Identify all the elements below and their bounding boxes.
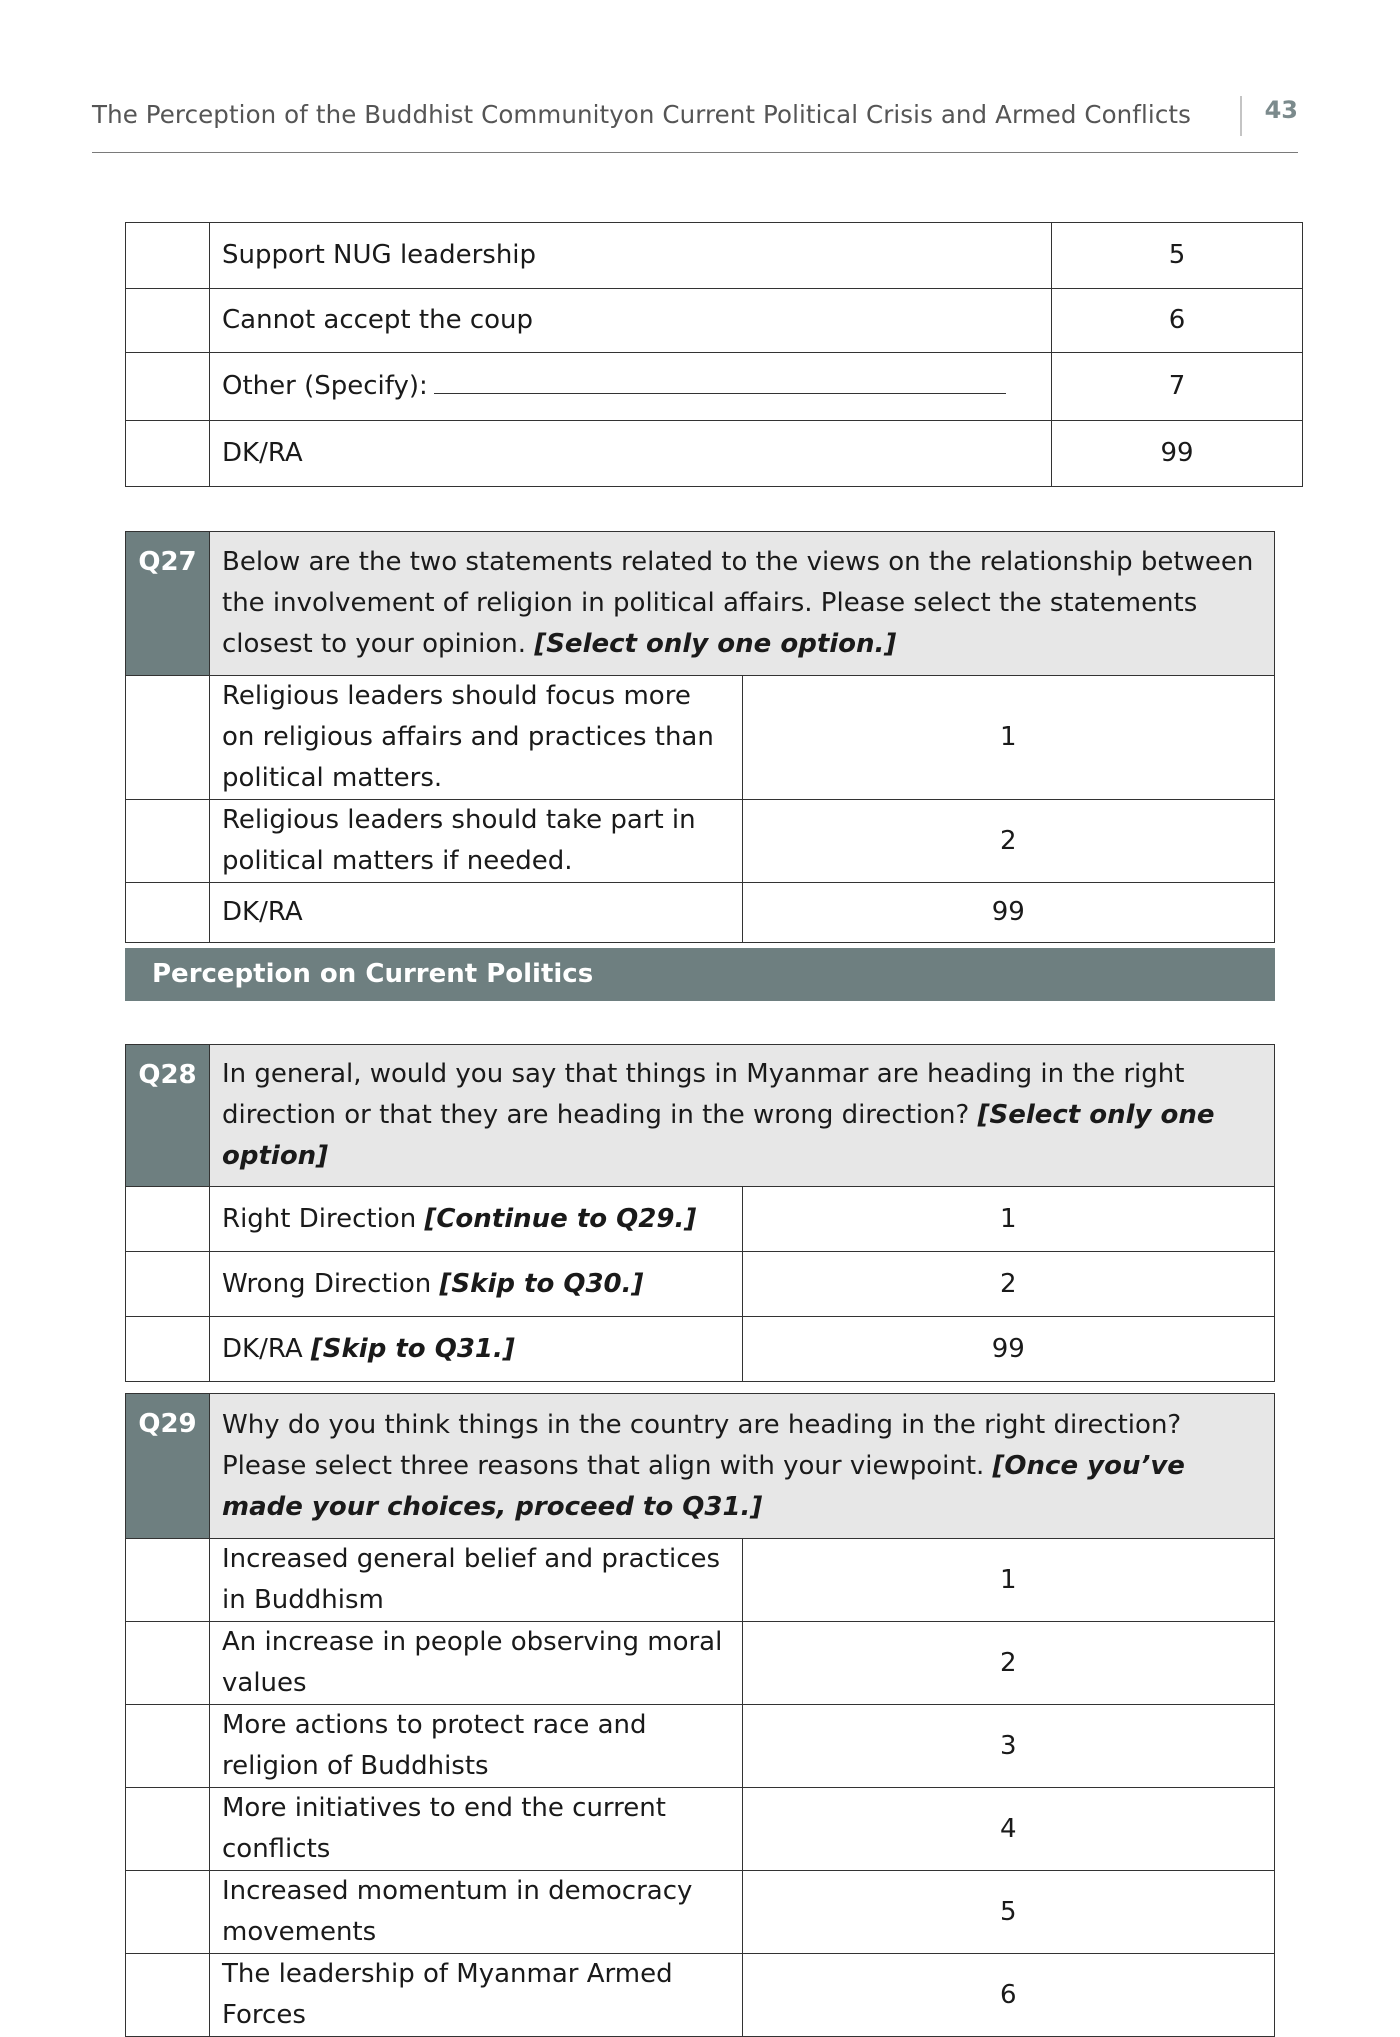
option-code: 3: [742, 1705, 1275, 1788]
option-label: Increased momentum in democracy movements: [210, 1871, 743, 1954]
option-label: Right Direction: [222, 1203, 417, 1234]
option-cell: [210, 1317, 743, 1382]
table-row: [126, 1788, 1275, 1871]
question-instruction: [Select only one option.]: [534, 629, 897, 659]
blank-cell: [126, 1622, 210, 1705]
table-row: [126, 353, 1303, 421]
blank-cell: [126, 421, 210, 487]
option-instruction: [Skip to Q30.]: [439, 1268, 644, 1299]
question-text-cell: [210, 532, 1275, 676]
option-code: 2: [742, 800, 1275, 883]
blank-cell: [126, 1705, 210, 1788]
option-instruction: [Continue to Q29.]: [424, 1203, 697, 1234]
section-heading: Perception on Current Politics: [125, 948, 1275, 1001]
specify-line: [434, 392, 1006, 394]
question-instruction: [Select only one option]: [222, 1100, 1215, 1171]
question-row: [126, 532, 1275, 676]
option-label: Other (Specify):: [222, 371, 428, 401]
option-code: 99: [742, 883, 1275, 943]
q27-table: [125, 531, 1275, 943]
table-row: [126, 1622, 1275, 1705]
option-label: Increased general belief and practices in Buddhism: [210, 1539, 743, 1622]
table-row: [126, 1954, 1275, 2037]
table-row: [126, 289, 1303, 353]
page-header: [92, 96, 1298, 153]
option-label: Wrong Direction: [222, 1268, 432, 1299]
option-code: 2: [742, 1622, 1275, 1705]
option-cell: [210, 1187, 743, 1252]
question-instruction: [Once you’ve made your choices, proceed to Q31.]: [222, 1450, 1185, 1522]
option-label: Cannot accept the coup: [210, 289, 1052, 353]
option-code: 7: [1052, 353, 1303, 421]
option-label: The leadership of Myanmar Armed Forces: [210, 1954, 743, 2037]
question-text: In general, would you say that things in Myanmar are heading in the right direction or that they are heading in the wrong direction?: [222, 1059, 1185, 1130]
question-text: Why do you think things in the country are heading in the right direction? Please select three reasons that align with your viewpoint.: [222, 1409, 1182, 1481]
blank-cell: [126, 1252, 210, 1317]
blank-cell: [126, 1317, 210, 1382]
option-label: Religious leaders should take part in political matters if needed.: [210, 800, 743, 883]
question-number: Q28: [126, 1045, 210, 1187]
blank-cell: [126, 353, 210, 421]
option-code: 1: [742, 676, 1275, 800]
option-label: DK/RA: [210, 421, 1052, 487]
option-code: 99: [1052, 421, 1303, 487]
table-row: [126, 883, 1275, 943]
table-row: [126, 1187, 1275, 1252]
question-text-cell: [210, 1045, 1275, 1187]
blank-cell: [126, 223, 210, 289]
question-number: Q29: [126, 1394, 210, 1539]
option-code: 5: [1052, 223, 1303, 289]
blank-cell: [126, 1871, 210, 1954]
running-title: The Perception of the Buddhist Communityon Current Political Crisis and Armed Conflicts: [92, 100, 1191, 129]
blank-cell: [126, 289, 210, 353]
option-instruction: [Skip to Q31.]: [310, 1333, 515, 1364]
q28-table: [125, 1044, 1275, 1382]
option-code: 6: [1052, 289, 1303, 353]
blank-cell: [126, 1788, 210, 1871]
blank-cell: [126, 883, 210, 943]
option-label: Support NUG leadership: [210, 223, 1052, 289]
question-row: [126, 1045, 1275, 1187]
option-code: 2: [742, 1252, 1275, 1317]
question-text: Below are the two statements related to the views on the relationship between the involvement of religion in political affairs. Please select the statements closest to your opinion.: [222, 547, 1254, 659]
option-label: More actions to protect race and religion of Buddhists: [210, 1705, 743, 1788]
option-label: More initiatives to end the current conflicts: [210, 1788, 743, 1871]
question-text-cell: [210, 1394, 1275, 1539]
blank-cell: [126, 1954, 210, 2037]
option-code: 99: [742, 1317, 1275, 1382]
table-row: [126, 421, 1303, 487]
option-code: 5: [742, 1871, 1275, 1954]
option-label: DK/RA: [222, 1333, 303, 1364]
table-row: [126, 223, 1303, 289]
blank-cell: [126, 1187, 210, 1252]
question-row: [126, 1394, 1275, 1539]
option-code: 1: [742, 1539, 1275, 1622]
q29-table: [125, 1393, 1275, 2037]
question-number: Q27: [126, 532, 210, 676]
option-label: An increase in people observing moral values: [210, 1622, 743, 1705]
option-label: DK/RA: [210, 883, 743, 943]
blank-cell: [126, 800, 210, 883]
table-row: [126, 1317, 1275, 1382]
header-divider: [1240, 96, 1242, 136]
option-cell: [210, 1252, 743, 1317]
table-row: [126, 1539, 1275, 1622]
table-row: [126, 1871, 1275, 1954]
option-code: 4: [742, 1788, 1275, 1871]
table-row: [126, 676, 1275, 800]
option-other-cell: [210, 353, 1052, 421]
page-number: 43: [1264, 96, 1298, 124]
blank-cell: [126, 1539, 210, 1622]
blank-cell: [126, 676, 210, 800]
option-code: 6: [742, 1954, 1275, 2037]
table-row: [126, 1252, 1275, 1317]
table-row: [126, 1705, 1275, 1788]
table-row: [126, 800, 1275, 883]
option-code: 1: [742, 1187, 1275, 1252]
q26-options-table: [125, 222, 1303, 487]
option-label: Religious leaders should focus more on religious affairs and practices than political matters.: [210, 676, 743, 800]
